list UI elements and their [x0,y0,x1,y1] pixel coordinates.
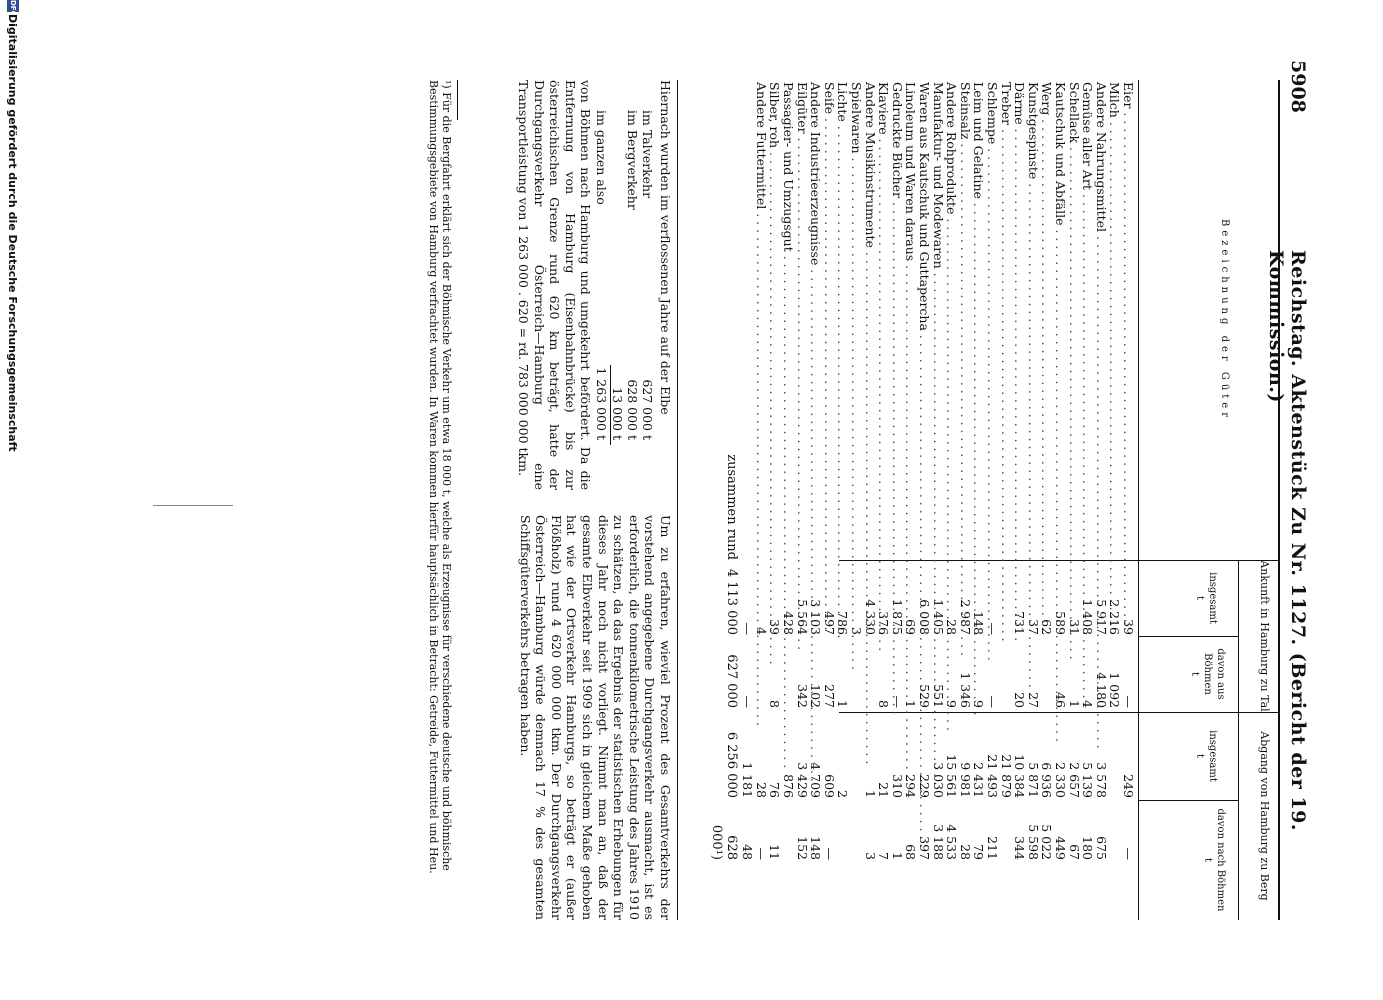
table-cell: 5 022 [1039,824,1055,860]
table-cell: — [821,847,837,860]
table-cell: 4 533 [944,824,960,860]
goods-name: Andere Rohprodukte . . . [945,82,958,552]
table-cell: 609 [821,774,837,798]
table-cell: 1 346 [957,672,973,708]
table-cell: 397 [917,836,932,860]
goods-name: Leim und Gelatine . . . [972,82,985,552]
page-number: 5908 [1287,60,1309,113]
table-row [1027,80,1040,920]
table-row [782,80,795,920]
table-cell: 8 [876,700,892,708]
dfg-logo-icon: DFG [9,0,17,17]
table-cell: 3 [849,627,864,635]
table-cell: 529 [917,684,932,708]
table-cell: 1 405 [930,599,946,635]
unit-text: t [1189,671,1200,677]
goods-name: Gedruckte Bücher . . . [891,82,904,552]
table-cell: 21 [876,782,892,798]
goods-name: Schlempe . . . [986,82,999,552]
right-body: Um zu erfahren, wieviel Prozent des Gesamtverkehrs der vorstehend angegebene Durchgangsverkehr ausmacht, ist es erforderlich, die tonnenkilometrische Leistung des Jahres 1910 zu schätzen, da das Ergebnis der statistischen Erhebungen für dieses Jahr noch nicht vorliegt. Nimmt man an, daß der gesamte Elbverkehr seit 1909 sich in gleichem Maße gehoben hat wie der Ortsverkehr Hamburgs, so beträgt er (außer Flößholz) rund 4 620 000 000 tkm. Der Durchgangsverkehr Österreich—Hamburg würde demnach 17 % des gesamten Schiffsgüterverkehrs betragen haben. [517,515,673,920]
goods-name: Kunstgespinste . . . [1027,82,1040,552]
table-cell: 786 [835,611,851,635]
table-cell: 37 [1025,619,1041,635]
table-cell: — [740,695,756,708]
table-row [1108,80,1121,920]
table-cell: 1 [903,700,919,708]
footnote-rule [457,80,458,120]
table-row [972,80,985,920]
table-row [1068,80,1081,920]
goods-name: Treber . . . [1000,82,1013,552]
footnote [427,80,453,920]
goods-name: Spielwaren . . . [850,82,863,552]
table-cell: 4 330 [862,599,878,635]
table-cell: 3 188 [930,824,946,860]
subheader-from-bohemia [1188,636,1227,712]
table-cell: 1 181 [740,762,756,798]
table-cell: 3 [862,852,878,860]
table-cell: 8 [767,700,783,708]
left-column-text [515,80,673,490]
table-row [850,80,863,920]
table-cell: 294 [903,774,919,798]
table-cell: 5 917 [1093,599,1109,635]
calc-label: im Talverkehr [640,110,656,199]
table-cell: 2 431 [971,762,987,798]
table-cell: 876 [781,774,796,798]
subheader-text: davon nach Böhmen [1215,808,1226,912]
table-cell: 277 [821,684,837,708]
subheader-text: insgesamt [1207,572,1218,624]
table-divider [1138,80,1139,920]
table-cell: 76 [767,782,783,798]
goods-name: Silber, roh . . . [768,82,781,552]
table-cell: 4 [753,627,769,635]
goods-name: Werg . . . [1040,82,1053,552]
table-cell: 27 [1025,692,1041,708]
table-cell: 2 216 [1107,599,1123,635]
goods-name: Andere Futtermittel . . . [755,82,768,552]
table-cell: 2 657 [1066,762,1082,798]
table-cell: 497 [821,611,837,635]
table-cell: 675 [1093,836,1109,860]
table-cell: 344 [1012,836,1028,860]
unit-text: t [1202,857,1213,863]
goods-name: Seife . . . [823,82,836,552]
table-row [959,80,972,920]
column-title-goods: Bezeichnung der Güter [1219,218,1230,422]
table-row [796,80,809,920]
table-cell: 102 [808,684,824,708]
table-cell: 1 408 [1080,599,1096,635]
goods-name: Milch . . . [1108,82,1121,552]
table-cell: 1 875 [889,599,905,635]
table-cell: 5 598 [1025,824,1041,860]
table-cell: 9 [944,700,960,708]
table-row [823,80,836,920]
table-cell: 21 493 [985,754,1000,798]
goods-name: Andere Nahrungsmittel . . . [1095,82,1108,552]
table-cell: 69 [903,619,919,635]
table-cell: 211 [985,836,1000,860]
page-header [1265,60,1313,940]
table-row [1122,80,1135,920]
table-row [945,80,958,920]
table-cell: 6 936 [1039,762,1055,798]
subheader-total-arrival [1193,560,1219,636]
footnote-text: ¹) Für die Bergfahrt erklärt sich der Böhmische Verkehr um etwa 18 000 t, welche als Erzeugnisse für verschiedene deutsche und böhmische Bestimmungsgebiete von Hamburg verfrachtet wurden. In Waren kommen hierfür hauptsächlich in Betracht: Getreide, Futtermittel und Heu. [427,80,453,874]
table-cell: 1 [1066,700,1082,708]
table-cell: 229 [917,774,932,798]
group-header-arrival: Ankunft in Hamburg zu Tal [1258,560,1271,712]
table-cell: 731 [1012,611,1028,635]
digitization-credit [3,0,21,1000]
goods-name: Passagier- und Umzugsgut . . . [782,82,795,552]
table-cell: 10 384 [1012,754,1028,798]
table-row [836,80,849,920]
table-cell: 3 103 [808,599,824,635]
table-cell: 79 [971,844,987,860]
subheader-text: davon aus Böhmen [1202,648,1226,700]
table-row [1054,80,1067,920]
table-cell: 342 [794,684,810,708]
table-cell: 5 139 [1080,762,1096,798]
table-cell: 68 [903,844,919,860]
table-cell: 1 [835,700,851,708]
table-cell: 449 [1053,836,1068,860]
calc-label: im ganzen also [594,110,610,205]
table-cell: 152 [794,836,810,860]
total-cell: 627 000 [724,654,739,708]
transport-calculation [595,80,655,490]
table-cell: 2 987 [957,599,973,635]
table-row [1081,80,1094,920]
table-row [755,80,768,920]
goods-name: Steinsalz . . . [959,82,972,552]
table-cell: 5 871 [1025,762,1041,798]
table-cell: 28 [957,844,973,860]
calc-value: 13 000 t [610,387,626,440]
goods-name: Eilgüter . . . [796,82,809,552]
credit-text: Digitalisierung gefördert durch die Deutsche Forschungsgemeinschaft [6,14,19,452]
table-bottom-rule [677,80,678,920]
table-cell: 11 [767,844,783,860]
table-cell: 589 [1053,611,1068,635]
table-row [904,80,917,920]
table-cell: 28 [944,619,960,635]
goods-name: Waren aus Kautschuk und Guttapercha . . . [918,82,931,552]
table-row [986,80,999,920]
table-cell: 21 879 [998,754,1014,798]
table-cell: 48 [740,844,756,860]
goods-name: Manufaktur- und Modewaren . . . [932,82,945,552]
table-cell: 5 564 [794,599,810,635]
sum-rule [610,365,611,445]
table-row [809,80,822,920]
table-cell: 4 180 [1093,672,1109,708]
table-cell: — [1121,847,1136,860]
subheader-total-departure [1193,712,1219,800]
table-cell: 6 008 [917,599,932,635]
table-cell: 1 [862,790,878,798]
table-cell: 9 [971,700,987,708]
unit-text: t [1194,753,1205,759]
table-row [768,80,781,920]
table-cell: 1 [889,852,905,860]
table-cell: 39 [1121,619,1136,635]
table-cell: 310 [889,774,905,798]
calc-value: 627 000 t [640,379,656,440]
table-cell: 376 [876,611,892,635]
right-column-text [517,515,673,920]
table-row [918,80,931,920]
table-divider [1238,560,1239,920]
total-cell: 628 000¹) [709,824,739,860]
table-row [1095,80,1108,920]
table-cell: 7 [876,852,892,860]
left-intro: Hiernach wurden im verflossenen Jahre auf der Elbe [658,80,673,415]
table-row [1040,80,1053,920]
table-cell: 31 [1066,619,1082,635]
goods-name: Därme . . . [1013,82,1026,552]
table-cell: 15 561 [944,754,960,798]
goods-name: Eier . . . [1122,82,1135,552]
table-cell: — [889,695,905,708]
page-title: Reichstag. Aktenstück Zu Nr. 1127. (Bericht der 19. Kommission.) [1265,250,1309,831]
subheader-text: insgesamt [1207,730,1218,782]
goods-name: Klaviere . . . [877,82,890,552]
table-cell: — [985,695,1000,708]
table-cell: 46 [1053,692,1068,708]
calc-value: 1 263 000 t [594,367,610,440]
table-cell: 3 578 [1093,762,1109,798]
table-cell: 180 [1080,836,1096,860]
goods-name: Linoleum und Waren daraus . . . [904,82,917,552]
table-cell: 551 [930,684,946,708]
goods-name: Schellack . . . [1068,82,1081,552]
total-cell: 4 113 000 [724,568,739,635]
subheader-to-bohemia [1201,800,1227,920]
table-cell: 2 [835,790,851,798]
goods-name: Lichte . . . [836,82,849,552]
table-cell: 2 330 [1053,762,1068,798]
table-total-row [709,80,739,920]
table-row [741,80,754,920]
table-cell: 148 [808,836,824,860]
left-body: von Böhmen nach Hamburg und umgekehrt befördert. Da die Entfernung von Hamburg (Eisenbahnbrücke) bis zur österreichischen Grenze rund 620 km beträgt, hatte der Durchgangsverkehr Österreich—Hamburg eine Transportleistung von 1 263 000 . 620 = rd. 783 000 000 tkm. [516,80,594,490]
table-cell: 39 [767,619,783,635]
total-label: zusammen rund [724,454,739,560]
table-cell: 28 [753,782,769,798]
table-row [1000,80,1013,920]
table-row [932,80,945,920]
table-cell: — [753,847,769,860]
table-row [877,80,890,920]
table-cell: — [985,622,1000,635]
total-cell: 6 256 000 [724,731,739,798]
margin-line [153,505,233,506]
table-cell: 249 [1121,774,1136,798]
goods-name: Gemüse aller Art . . . [1081,82,1094,552]
table-cell: 20 [1012,692,1028,708]
goods-name: Kautschuk und Abfälle . . . [1054,82,1067,552]
table-row [891,80,904,920]
calc-label: im Bergverkehr [625,110,641,210]
table-cell: 148 [971,611,987,635]
table-cell: 3 429 [794,762,810,798]
table-cell: 4 709 [808,762,824,798]
group-header-departure: Abgang von Hamburg zu Berg [1258,731,1271,901]
table-cell: 9 981 [957,762,973,798]
table-cell: — [1121,695,1136,708]
table-cell: 67 [1066,844,1082,860]
table-row [864,80,877,920]
calc-value: 628 000 t [625,379,641,440]
goods-name: Andere Musikinstrumente . . . [864,82,877,552]
table-cell: 4 [1080,700,1096,708]
table-cell: 428 [781,611,796,635]
table-cell: 62 [1039,619,1055,635]
table-cell: 1 092 [1107,672,1123,708]
table-cell: — [740,622,756,635]
goods-name: Andere Industrieerzeugnisse . . . [809,82,822,552]
table-row [1013,80,1026,920]
unit-text: t [1194,595,1205,601]
table-cell: 3 030 [930,762,946,798]
